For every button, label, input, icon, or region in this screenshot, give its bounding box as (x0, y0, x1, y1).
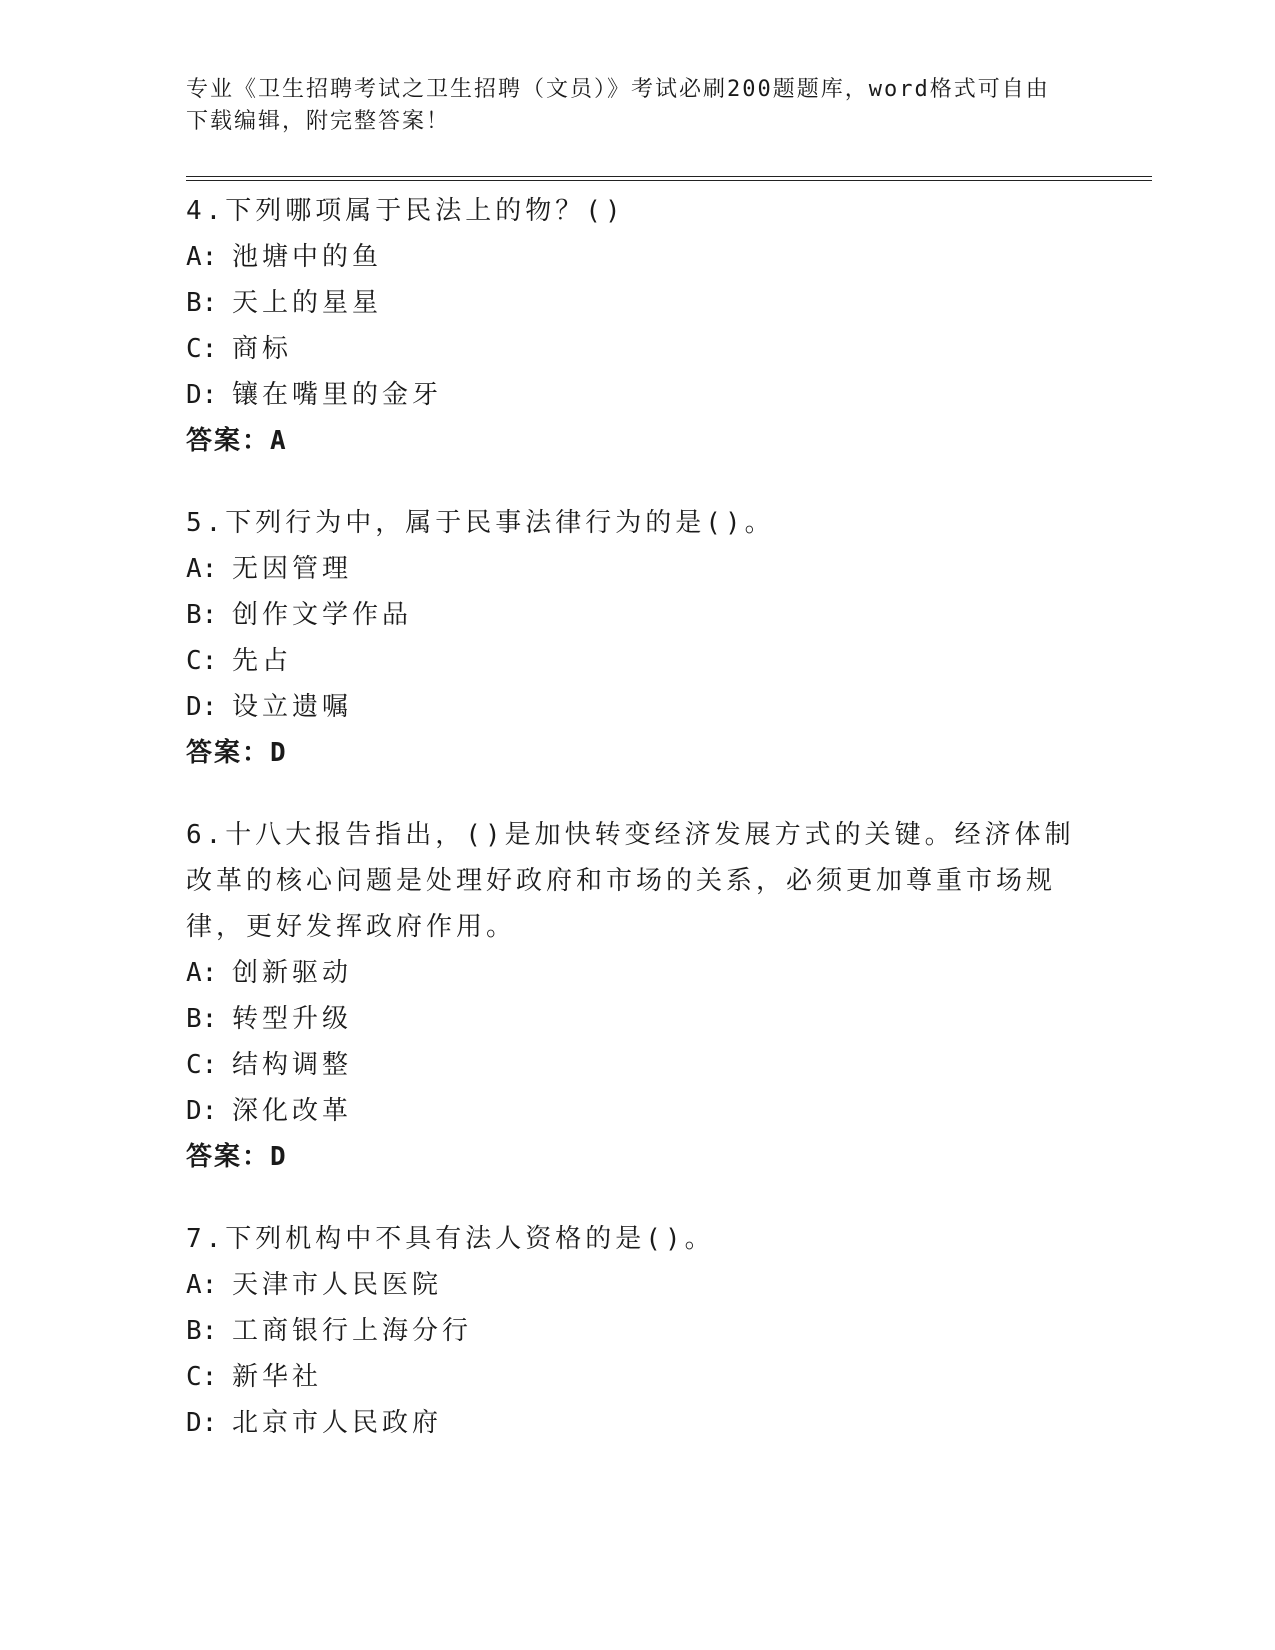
question-text: 4.下列哪项属于民法上的物？() (186, 196, 625, 226)
option-text: 深化改革 (232, 1096, 353, 1126)
question-6 (186, 812, 1086, 1180)
question-text: 5.下列行为中，属于民事法律行为的是()。 (186, 508, 775, 538)
option-a (186, 1262, 1086, 1308)
option-key: C: (186, 334, 218, 364)
option-c (186, 1042, 1086, 1088)
option-key: B: (186, 1004, 218, 1034)
option-key: B: (186, 288, 218, 318)
option-text: 创作文学作品 (232, 600, 413, 630)
option-key: D: (186, 1096, 218, 1126)
option-key: A: (186, 242, 218, 272)
option-a (186, 950, 1086, 996)
option-key: D: (186, 1408, 218, 1438)
option-text: 结构调整 (232, 1050, 353, 1080)
option-d (186, 684, 1086, 730)
option-d (186, 1088, 1086, 1134)
option-text: 创新驱动 (232, 958, 353, 988)
option-c (186, 638, 1086, 684)
question-7 (186, 1216, 1086, 1446)
option-text: 天上的星星 (232, 288, 383, 318)
option-key: B: (186, 600, 218, 630)
option-d (186, 372, 1086, 418)
option-text: 池塘中的鱼 (232, 242, 383, 272)
option-key: A: (186, 1270, 218, 1300)
option-key: C: (186, 646, 218, 676)
option-text: 工商银行上海分行 (232, 1316, 473, 1346)
option-c (186, 1354, 1086, 1400)
option-key: C: (186, 1050, 218, 1080)
option-text: 镶在嘴里的金牙 (232, 380, 443, 410)
option-text: 转型升级 (232, 1004, 353, 1034)
option-key: C: (186, 1362, 218, 1392)
answer-line: 答案：D (186, 738, 288, 768)
question-text: 7.下列机构中不具有法人资格的是()。 (186, 1224, 715, 1254)
option-b (186, 996, 1086, 1042)
document-intro: 专业《卫生招聘考试之卫生招聘（文员）》考试必刷200题题库，word格式可自由下载编辑，附完整答案！ (186, 77, 1050, 134)
option-key: A: (186, 958, 218, 988)
question-5 (186, 500, 1086, 776)
option-key: B: (186, 1316, 218, 1346)
option-text: 先占 (232, 646, 293, 676)
question-text: 6.十八大报告指出，()是加快转变经济发展方式的关键。经济体制改革的核心问题是处理好政府和市场的关系，必须更加尊重市场规律，更好发挥政府作用。 (186, 820, 1075, 942)
header-divider (186, 176, 1152, 181)
answer-line: 答案：D (186, 1142, 288, 1172)
option-a (186, 546, 1086, 592)
option-c (186, 326, 1086, 372)
option-text: 天津市人民医院 (232, 1270, 443, 1300)
question-4 (186, 188, 1086, 464)
option-b (186, 280, 1086, 326)
option-key: D: (186, 380, 218, 410)
option-text: 北京市人民政府 (232, 1408, 443, 1438)
answer-line: 答案：A (186, 426, 288, 456)
option-text: 新华社 (232, 1362, 323, 1392)
option-text: 无因管理 (232, 554, 353, 584)
option-text: 商标 (232, 334, 293, 364)
option-a (186, 234, 1086, 280)
option-b (186, 1308, 1086, 1354)
option-text: 设立遗嘱 (232, 692, 353, 722)
option-key: D: (186, 692, 218, 722)
option-d (186, 1400, 1086, 1446)
option-b (186, 592, 1086, 638)
option-key: A: (186, 554, 218, 584)
question-list (186, 188, 1086, 1482)
